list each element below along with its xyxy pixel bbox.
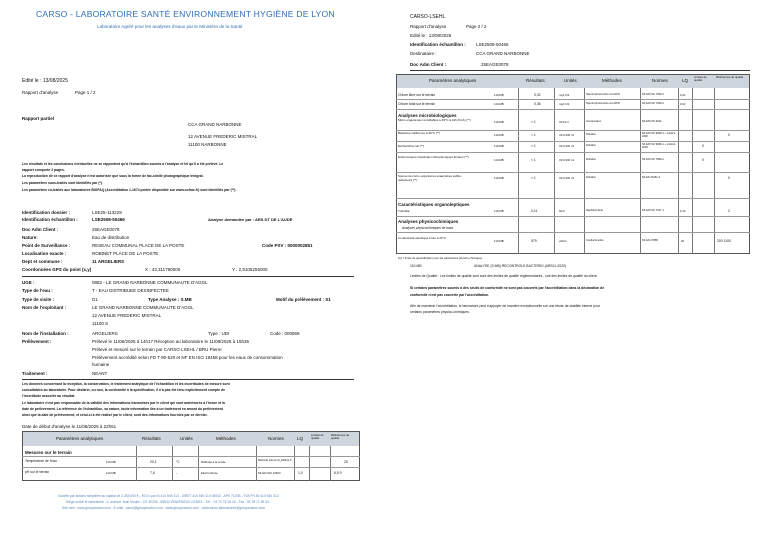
recipient-address: 12 AVENUE FREDERIC MISTRAL <box>188 134 258 139</box>
param-code: 110-MB <box>494 133 504 137</box>
sample-id-value: LSE2508-50466 <box>92 217 125 222</box>
notice-line: consultables au laboratoire. Pour déclarer, ou non, la conformité à la spécification, il n'a pas été tenu explicitement compte de <box>22 388 225 392</box>
norm: NF EN ISO 7393-2 <box>642 102 664 105</box>
lq-value: 0,10 <box>680 209 686 213</box>
col-header: Résultats <box>142 436 161 441</box>
norm: NF EN 27888 <box>642 239 658 242</box>
param-code: 110-MB <box>494 93 504 97</box>
row-sep <box>396 109 750 110</box>
unit: UFC/100 ml <box>559 158 574 162</box>
field-label: Dept et commune : <box>22 259 63 264</box>
divider <box>410 70 750 71</box>
installation-value: ARGELIERS <box>92 331 118 336</box>
notice-line: date de prélèvement. La référence de l'échantillon, sa nature, toute information liée à un traitement en amont du prélèvement <box>22 407 223 411</box>
col-header: Normes <box>268 436 284 441</box>
unit: mg/l Cl2 <box>559 102 570 106</box>
installation-type: Type : UDI <box>208 331 230 336</box>
doc-adm-value: 25EAGE0078 <box>481 62 509 67</box>
sample-id-label: Identification échantillon : <box>410 42 466 47</box>
notice-line: Les données concernant la réception, la conservation, le traitement analytique de l'échantillon et les incertitudes de mesure sont <box>22 382 230 386</box>
param-code: 110-MB <box>494 176 504 180</box>
col-sep <box>518 88 519 254</box>
row-sep <box>396 216 750 217</box>
notice-line: ainsi que la date de prélèvement, et celui-ci a été réalisé par le client, sont des informations fournies par ce dernier. <box>22 413 208 417</box>
operator-city: 11100 S <box>92 321 109 326</box>
operator-address: 12 AVENUE FREDERIC MISTRAL <box>92 313 162 318</box>
col-sep <box>640 88 641 254</box>
sampling-motive: Motif du prélèvement : S1 <box>276 297 331 302</box>
unit: - <box>176 471 178 475</box>
unit: µS/cm <box>559 239 567 243</box>
unit: UFC/100 ml <box>559 144 574 148</box>
col-header: Résultats <box>526 78 545 83</box>
quality-limit: 0 <box>702 158 704 162</box>
method: Filtration <box>586 158 596 161</box>
unit: mg/l Cl2 <box>559 93 570 97</box>
col-header: Références de qualité <box>331 433 350 441</box>
recipient-name: CCA GRAND NARBONNE <box>188 122 242 127</box>
col-header: Unités <box>564 78 577 83</box>
param-name: Conductivité électrique brute à 25°C <box>398 236 447 240</box>
col-header: LQ <box>682 78 689 83</box>
param-name: Spores de micro-organismes anaérobies sulfito-réducteurs (**) <box>398 174 462 182</box>
result-value: < 1 <box>531 158 536 162</box>
lq-value: 20 <box>681 239 685 243</box>
col-header: Unités <box>180 436 193 441</box>
section-title-physchem: Analyses physicochimiques <box>398 219 459 224</box>
recipient-label: Destinataire : <box>410 51 437 56</box>
unit: UFC/100 ml <box>559 176 574 180</box>
row-sep <box>396 172 750 173</box>
page-number: Page 2 / 2 <box>466 24 487 29</box>
sampling-line: Prélèvement accrédité selon FD T 90-520 et NF EN ISO 19458 pour les eaux de consommation <box>92 355 283 360</box>
quality-reference: 6,5 9 <box>334 471 342 475</box>
quality-reference: 25 <box>344 460 348 464</box>
param-name: pH sur le terrain <box>25 470 50 474</box>
sampling-label: Prélèvement : <box>22 339 52 344</box>
field-label: Point de Surveillance : <box>22 243 71 248</box>
installation-label: Nom de l'installation : <box>22 331 69 336</box>
field-label: Localisation exacte : <box>22 251 67 256</box>
section-title-organoleptic: Caractéristiques organoleptiques <box>398 202 470 207</box>
norm: NF EN ISO 7899-2 <box>642 158 664 161</box>
row-sep <box>22 467 360 468</box>
result-value: < 1 <box>531 133 536 137</box>
requested-by: Analyse demandée par : ARS DT DE L'AUDE <box>208 217 293 222</box>
sample-id-label: Identification échantillon : <box>22 217 78 222</box>
param-code: 110-MB <box>494 239 504 243</box>
sample-id-value: LSE2508-50466 <box>476 42 509 47</box>
notice-line: La reproduction de ce rapport d'analyse n'est autorisée que sous la forme de fac-similé photographique intégral. <box>22 174 204 178</box>
sampling-line: humaine <box>92 362 110 367</box>
treatment-value: NEANT <box>92 371 108 376</box>
table-section-title: Mesures sur le terrain <box>25 450 72 455</box>
field-value: RESEAU COMMUNAL PLACE DE LA POSTE <box>92 243 185 248</box>
partial-report-label: Rapport partiel <box>22 116 55 121</box>
page-number: Page 1 / 2 <box>75 90 96 95</box>
field-label: Doc Adm Client : <box>22 227 59 232</box>
gps-y: Y : 2,9105256000 <box>232 267 268 272</box>
divider <box>22 379 354 380</box>
col-sep <box>172 446 173 481</box>
lq-note: LQ = limite de quantification pour les paramètres physico-chimiques <box>398 256 483 260</box>
col-header: Méthodes <box>216 436 236 441</box>
norm: NF EN ISO 6222 <box>642 120 662 123</box>
result-value: 0,32 <box>534 93 541 97</box>
report-type: Rapport d'analyse <box>22 90 59 95</box>
norm: Méthode interne M_ESS01.0 <box>258 459 292 462</box>
field-label: UGE : <box>22 280 35 285</box>
report-type: Rapport d'analyse <box>410 24 447 29</box>
param-name: Chlore libre sur le terrain <box>398 93 436 97</box>
method: Electrochimie <box>201 471 218 475</box>
result-value: < 1 <box>531 120 536 124</box>
accreditation-note: certains paramètres physico-chimiques. <box>410 310 470 314</box>
org-subtitle: Laboratoire Agréé pour les analyses d'eaux par le Ministère de la Santé <box>97 24 243 29</box>
lq-value: 0,02 <box>680 93 686 97</box>
report-page-2 <box>384 0 768 543</box>
doc-adm-label: Doc Adm Client : <box>410 62 447 67</box>
row-sep <box>22 456 360 457</box>
quality-reference: 0 <box>728 176 730 180</box>
field-value: LE GRAND NARBONNE COMMUNAUTE D'AGGL <box>92 305 194 310</box>
dossier-value: LSE25-113229 <box>92 210 122 215</box>
section-title-micro: Analyses microbiologiques <box>398 113 457 118</box>
header-org: CARSO-LSEHL <box>410 14 446 20</box>
param-code: 110-MB <box>494 144 504 148</box>
quality-reference: 2 <box>728 209 730 213</box>
notice-line: Le laboratoire n'est pas responsable de la validité des informations transmises par le client qui sont antérieures à l'heure et la <box>22 401 225 405</box>
norm: NF EN ISO 9308-1 + octobre 2000 <box>642 132 676 139</box>
recipient-value: CCA GRAND NARBONNE <box>476 51 530 56</box>
field-value: T - EAU DISTRIBUEE DESINFECTEE <box>92 288 169 293</box>
field-label: Type de l'eau : <box>22 288 53 293</box>
norm: NF EN ISO 7393-2 <box>642 93 664 96</box>
field-label: Nature: <box>22 235 38 240</box>
col-header: LQ <box>297 436 304 441</box>
param-name: Température de l'eau <box>25 459 57 463</box>
analysis-type: Type Analyse : S.MB <box>148 297 192 302</box>
field-label: Nom de l'exploitant : <box>22 305 67 310</box>
notice-line: rapport comporte 2 pages. <box>22 168 65 172</box>
param-code: 110-MB <box>106 471 116 475</box>
treatment-label: Traitement : <box>22 371 48 376</box>
code-psv: Code PSV : 0000002851 <box>262 243 313 248</box>
param-name: Entérocoques intestinaux (Streptocoques fécaux) (**) <box>398 155 469 159</box>
col-header: Normes <box>652 78 668 83</box>
col-sep <box>692 88 693 254</box>
param-code: 110-MB <box>494 120 504 124</box>
field-value: 11 ARGELIERS <box>92 259 125 264</box>
sampling-line: Prélevé le 11/08/2025 à 14h17 Réception au laboratoire le 11/08/2025 à 15h36 <box>92 339 249 344</box>
quality-limits-note: Limites de Qualité : Les limites de qualité sont sont des limites de qualité réglementaires , soit des limites de qualité du client. <box>410 274 598 278</box>
norm: NF EN ISO 9308-1 + octobre 2000 <box>642 143 676 150</box>
installation-code: Code : 000869 <box>270 331 300 336</box>
unit: UFC/ml <box>559 120 569 124</box>
accreditation-note: Afin de maintenir l'accréditation, le laboratoire peut s'appuyer de manière exceptionnelle sur une étude de stabilité interne pour <box>410 304 600 308</box>
conformity-line: Si certains paramètres soumis à des seuils de conformité ne sont pas couverts par l'accréditation dans la déclaration de <box>410 286 605 290</box>
row-sep <box>396 232 750 233</box>
col-sep <box>330 446 331 481</box>
param-name: Turbidité <box>398 209 410 213</box>
field-value: 0882 - LE GRAND NARBONNE COMMUNAUTE D'AGGL <box>92 280 208 285</box>
col-sep <box>714 88 715 254</box>
divider <box>22 276 354 277</box>
method: Néphélométrie <box>586 209 603 212</box>
conformity-line: conformité n'est pas couverte par l'accréditation. <box>410 293 490 297</box>
unit: NFU <box>559 209 565 213</box>
notice-line: Les résultats et les conclusions éventuelles ne se rapportent qu'à l'échantillon soumis à l'analyse et tel qu'il a été prélevé. Le <box>22 162 224 166</box>
col-sep <box>584 88 585 254</box>
result-value: < 1 <box>531 144 536 148</box>
result-value: 20,1 <box>150 460 157 464</box>
field-value: D1 <box>92 297 98 302</box>
org-title: CARSO - LABORATOIRE SANTÉ ENVIRONNEMENT HYGIÈNE DE LYON <box>36 9 335 19</box>
method: Conductimétrie <box>586 239 604 242</box>
analysis-start-date: Date de début d'analyse le 11/08/2025 à 22h51 <box>22 424 117 429</box>
col-sep <box>554 88 555 254</box>
row-sep <box>396 99 750 100</box>
result-value: < 1 <box>531 176 536 180</box>
unit: UFC/100 ml <box>559 133 574 137</box>
footer-line: Société par actions simplifiée au capital de 2.283.000 € - RCS Lyon B 410 545 313 - SIRET 410 545 313 00042 - APE 7120B - TVA FR 45 410 545 313 <box>58 494 279 498</box>
col-header: Paramètres analytiques <box>56 436 104 441</box>
row-sep <box>396 130 750 131</box>
row-sep <box>396 198 750 199</box>
col-header: Paramètres analytiques <box>429 78 477 83</box>
section-subtitle: Analyses physicochimiques de base <box>402 226 454 230</box>
footer-line: Site web : www.groupecarso.com - E-mail : carso@groupecarso.com - www.groupecarso.com - www.carso-laboratoires@groupecarso.com <box>62 506 265 510</box>
field-value: Eau de distribution <box>92 235 130 240</box>
result-value: 0,11 <box>531 209 538 213</box>
param-name: Micro-organismes revivifiables à 36°C à 44h (FCA) (**) <box>398 118 471 122</box>
method: Spectrophotométrie à la DPD <box>586 93 620 96</box>
field-value: 25EAGE0078 <box>92 227 120 232</box>
analysis-description: ANALYSE (S.MB) RECONTROLE BACTERIO (ARS11-2020) <box>474 264 567 268</box>
notice-line: Les paramètres co-traités aux laboratoires BIOFAQ (Accréditation 1-1674 portée disponible sur www.cofrac.fr) sont identifiés par (**). <box>22 188 237 192</box>
col-sep <box>294 446 295 481</box>
param-code: 110-MB <box>494 158 504 162</box>
col-sep <box>198 446 199 481</box>
edit-date: Edité le : 13/08/2025 <box>22 78 68 84</box>
unit: °C <box>176 460 180 464</box>
lq-value: 0,02 <box>680 102 686 106</box>
col-header: Méthodes <box>602 78 622 83</box>
col-sep <box>256 446 257 481</box>
row-sep <box>396 141 750 142</box>
param-code: 110-MB <box>494 209 504 213</box>
method: Spectrophotométrie à la DPD <box>586 102 620 105</box>
col-sep <box>309 446 310 481</box>
dossier-label: Identification dossier : <box>22 210 71 215</box>
result-value: 0,36 <box>534 102 541 106</box>
gps-x: X : 43,311790000 <box>145 267 181 272</box>
param-code: 110-MB <box>106 460 116 464</box>
analysis-code: 110-MB <box>410 264 422 268</box>
method: Filtration <box>586 176 596 179</box>
param-name: Bactéries coliformes à 36°C (**) <box>398 131 441 135</box>
field-label: Type de visite : <box>22 297 55 302</box>
col-header: Limites de qualité <box>311 433 324 441</box>
result-value: 579 <box>531 239 537 243</box>
param-name: Chlore total sur le terrain <box>398 102 436 106</box>
field-value: ROBINET PLACE DE LA POSTE <box>92 251 159 256</box>
method: Filtration <box>586 133 596 136</box>
notice-line: Les paramètres sous-traités sont identifiés par (*). <box>22 181 103 185</box>
quality-limit: 0 <box>702 144 704 148</box>
col-sep <box>136 446 137 481</box>
field-label: Coordonnées GPS du point (x,y) <box>22 267 92 272</box>
col-header: Limites de qualité <box>694 75 707 83</box>
norm: NF EN ISO 10523 <box>258 471 281 475</box>
edit-date: Edité le : 13/08/2025 <box>410 33 452 38</box>
sampling-line: Prélevé et mesuré sur le terrain par CARSO LSEHL / BRU Pierre <box>92 347 222 352</box>
quality-reference: 200 1100 <box>717 239 731 243</box>
quality-reference: 0 <box>728 133 730 137</box>
result-value: 7,6 <box>150 471 155 475</box>
norm: NF EN 26461-2 <box>642 176 661 179</box>
lq-value: 1,0 <box>298 471 303 475</box>
norm: NF EN ISO 7027-1 <box>642 209 664 212</box>
col-sep <box>678 88 679 254</box>
col-header: Références de qualité <box>716 75 744 79</box>
recipient-city: 11100 NARBONNE <box>188 142 227 147</box>
row-sep <box>396 152 750 153</box>
param-name: Escherichia coli (**) <box>398 144 425 148</box>
method: Filtration <box>586 144 596 147</box>
notice-line: l'incertitude associée au résultat. <box>22 394 76 398</box>
method: Méthode à la sonde <box>201 460 226 464</box>
method: Incorporation <box>586 120 602 123</box>
param-code: 110-MB <box>494 102 504 106</box>
footer-line: Siège social et laboratoire : 4, avenue Jean Moulin - CS 30228 - 69633 VENISSIEUX CEDEX - Tél. : 04 72 76 16 16 - Fax : 04 78 72 35 03 <box>66 500 269 504</box>
